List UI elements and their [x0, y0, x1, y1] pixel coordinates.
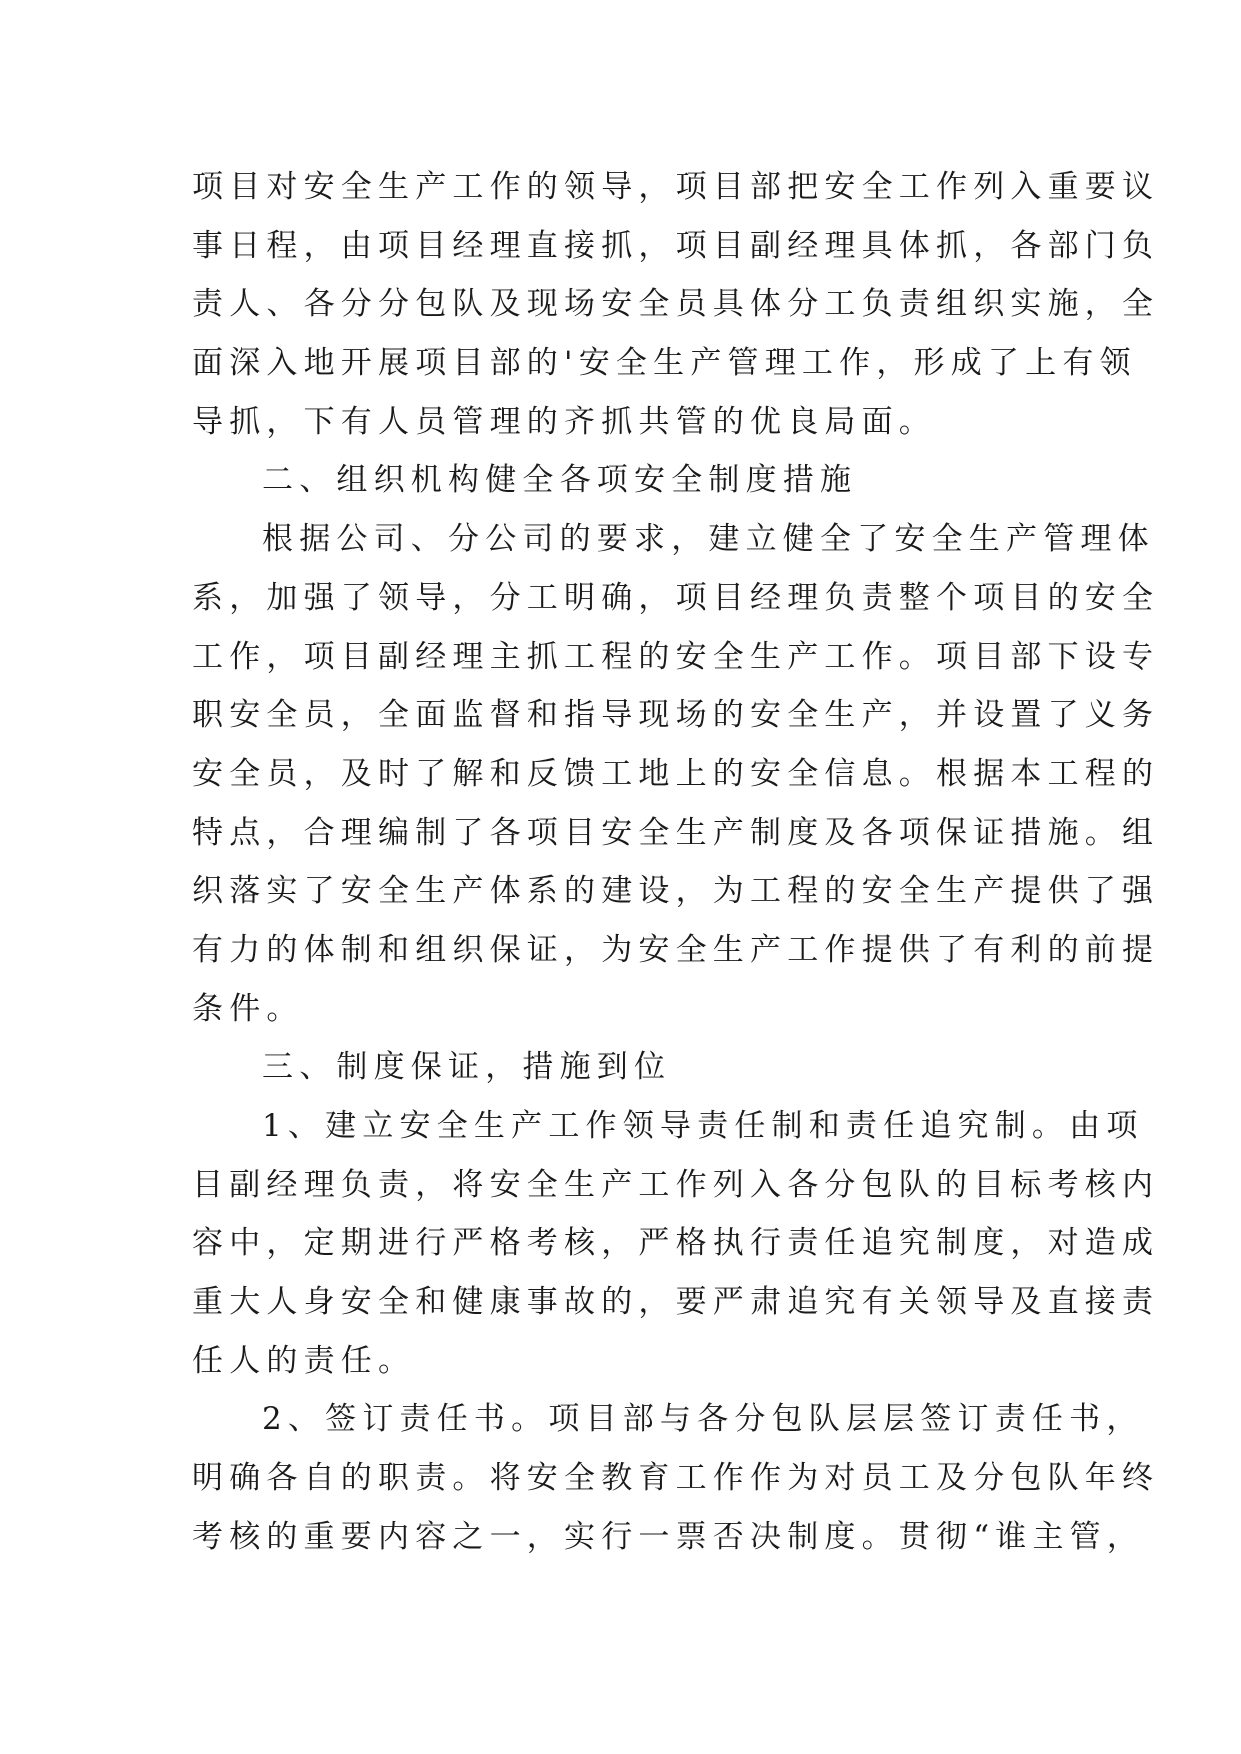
body-text-line: 项目对安全生产工作的领导，项目部把安全工作列入重要议: [192, 169, 1160, 205]
body-text-line: 工作，项目副经理主抓工程的安全生产工作。项目部下设专: [192, 638, 1160, 675]
body-text-line: 责人、各分分包队及现场安全员具体分工负责组织实施，全: [192, 286, 1160, 323]
body-text-line: 导抓，下有人员管理的齐抓共管的优良局面。: [192, 403, 936, 440]
body-text-line: 特点，合理编制了各项目安全生产制度及各项保证措施。组: [192, 814, 1160, 851]
body-text-line: 明确各自的职责。将安全教育工作作为对员工及分包队年终: [192, 1460, 1160, 1497]
body-text-line: 根据公司、分公司的要求，建立健全了安全生产管理体: [262, 521, 1155, 558]
body-text-line: 职安全员，全面监督和指导现场的安全生产，并设置了义务: [192, 697, 1160, 734]
body-text-line: 事日程，由项目经理直接抓，项目副经理具体抓，各部门负: [192, 227, 1160, 264]
body-text-line: 重大人身安全和健康事故的，要严肃追究有关领导及直接责: [192, 1284, 1160, 1321]
section-heading: 二、组织机构健全各项安全制度措施: [262, 462, 858, 499]
body-text-line: 安全员，及时了解和反馈工地上的安全信息。根据本工程的: [192, 755, 1160, 792]
body-text-line: 2、签订责任书。项目部与各分包队层层签订责任书，: [262, 1401, 1144, 1438]
body-text-line: 容中，定期进行严格考核，严格执行责任追究制度，对造成: [192, 1225, 1160, 1262]
body-text-line: 面深入地开展项目部的'安全生产管理工作，形成了上有领: [192, 345, 1137, 382]
body-text-line: 目副经理负责，将安全生产工作列入各分包队的目标考核内: [192, 1166, 1160, 1203]
body-text-line: 考核的重要内容之一，实行一票否决制度。贯彻“谁主管，: [192, 1518, 1145, 1555]
body-text-line: 织落实了安全生产体系的建设，为工程的安全生产提供了强: [192, 873, 1160, 910]
body-text-line: 条件。: [192, 990, 304, 1027]
document-body: [192, 158, 1160, 1567]
body-text-line: 1、建立安全生产工作领导责任制和责任追究制。由项: [262, 1108, 1144, 1144]
body-text-line: 有力的体制和组织保证，为安全生产工作提供了有利的前提: [192, 931, 1160, 968]
section-heading: 三、制度保证，措施到位: [262, 1049, 672, 1086]
body-text-line: 任人的责任。: [192, 1342, 416, 1379]
body-text-line: 系，加强了领导，分工明确，项目经理负责整个项目的安全: [192, 579, 1160, 616]
